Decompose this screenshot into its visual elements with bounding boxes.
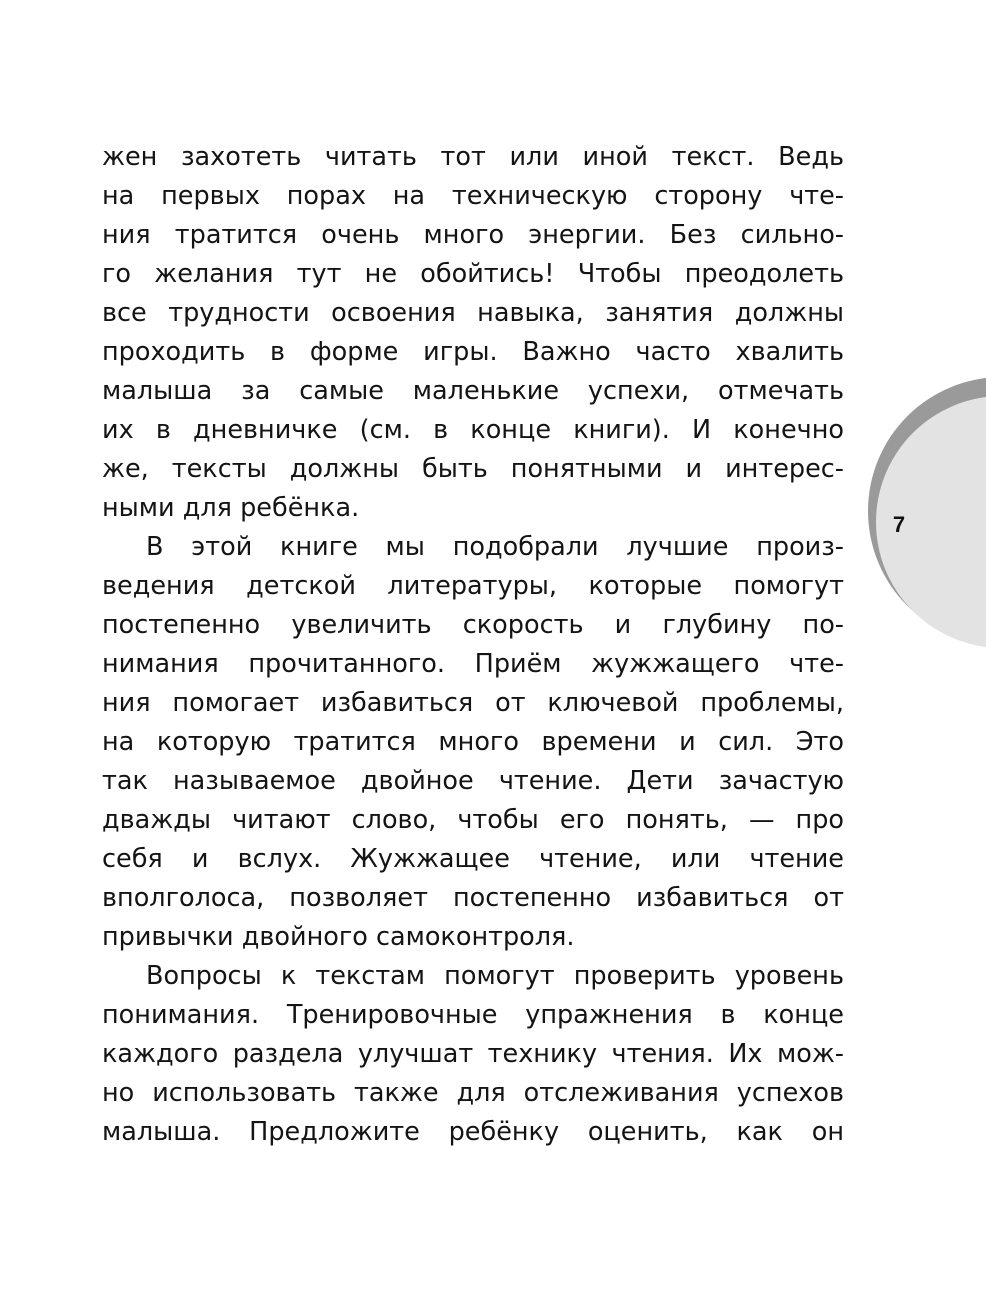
page-number: 7 bbox=[892, 512, 906, 537]
text-line: го желания тут не обойтись! Чтобы преодолеть bbox=[102, 259, 844, 289]
text-line: ными для ребёнка. bbox=[102, 493, 360, 523]
text-line: так называемое двойное чтение. Дети зачастую bbox=[102, 766, 844, 796]
paragraph bbox=[102, 138, 844, 528]
text-line: постепенно увеличить скорость и глубину по- bbox=[102, 610, 844, 640]
text-line: Вопросы к текстам помогут проверить уровень bbox=[146, 961, 844, 991]
text-line: малыша. Предложите ребёнку оценить, как он bbox=[102, 1117, 844, 1147]
text-line: на которую тратится много времени и сил. Это bbox=[102, 727, 844, 757]
text-line: же, тексты должны быть понятными и интерес- bbox=[102, 454, 844, 484]
text-line: дважды читают слово, чтобы его понять, — про bbox=[102, 805, 844, 835]
text-line: вполголоса, позволяет постепенно избавиться от bbox=[102, 883, 844, 913]
text-line: каждого раздела улучшат технику чтения. Их мож- bbox=[102, 1039, 844, 1069]
text-line: проходить в форме игры. Важно часто хвалить bbox=[102, 337, 844, 367]
text-line: жен захотеть читать тот или иной текст. Ведь bbox=[102, 142, 844, 172]
text-line: себя и вслух. Жужжащее чтение, или чтение bbox=[102, 844, 844, 874]
text-line: ния помогает избавиться от ключевой проблемы, bbox=[102, 688, 844, 718]
text-line: нимания прочитанного. Приём жужжащего чте- bbox=[102, 649, 844, 679]
text-line: ния тратится очень много энергии. Без сильно- bbox=[102, 220, 844, 250]
text-line: все трудности освоения навыка, занятия должны bbox=[102, 298, 844, 328]
paragraph bbox=[102, 528, 844, 957]
text-line: но использовать также для отслеживания успехов bbox=[102, 1078, 844, 1108]
text-line: В этой книге мы подобрали лучшие произ- bbox=[146, 532, 844, 562]
text-line: привычки двойного самоконтроля. bbox=[102, 922, 575, 952]
text-line: малыша за самые маленькие успехи, отмечать bbox=[102, 376, 844, 406]
body-text bbox=[102, 138, 844, 1152]
text-line: их в дневничке (см. в конце книги). И конечно bbox=[102, 415, 844, 445]
text-line: на первых порах на техническую сторону чте- bbox=[102, 181, 844, 211]
text-line: ведения детской литературы, которые помогут bbox=[102, 571, 844, 601]
text-line: понимания. Тренировочные упражнения в конце bbox=[102, 1000, 844, 1030]
paragraph bbox=[102, 957, 844, 1152]
